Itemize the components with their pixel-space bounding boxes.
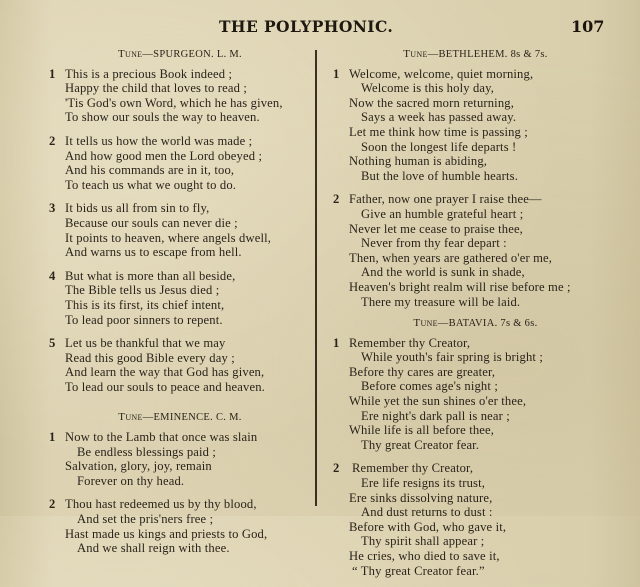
tune-name-meter: —EMINENCE. C. M. [142, 412, 242, 424]
verse-line: Salvation, glory, joy, remain [65, 459, 212, 474]
verse-line: Because our souls can never die ; [65, 215, 238, 230]
stanza-number: 2 [49, 497, 56, 512]
verse-line: This is its first, its chief intent, [65, 297, 225, 312]
hymn-eminence [49, 410, 311, 555]
verse-line: Ere sinks dissolving nature, [349, 490, 493, 505]
tune-heading [49, 47, 311, 63]
stanza [49, 201, 311, 259]
verse-line: Nothing human is abiding, [349, 154, 488, 169]
verse-line: Thy spirit shall appear ; [361, 534, 485, 549]
stanza-number: 2 [49, 133, 56, 148]
stanza [49, 430, 311, 488]
verse-line: Let me think how time is passing ; [349, 124, 528, 139]
running-title: THE POLYPHONIC. [219, 17, 394, 36]
verse-line: To show our souls the way to heaven. [65, 110, 260, 125]
verse-line: Remember thy Creator, [349, 335, 471, 350]
verse-line: Welcome, welcome, quiet morning, [349, 66, 534, 81]
tune-heading [333, 316, 618, 332]
verse-line: Give an humble grateful heart ; [361, 206, 524, 221]
verse-line: Father, now one prayer I raise thee— [349, 192, 542, 207]
stanza [49, 67, 311, 125]
verse-line: Thou hast redeemed us by thy blood, [65, 497, 257, 512]
verse-line: Welcome is this holy day, [361, 81, 495, 96]
verse-line: “ Thy great Creator fear.” [352, 563, 485, 578]
stanza-number: 2 [333, 192, 340, 207]
stanza-number: 1 [49, 430, 56, 445]
stanza-number: 3 [49, 201, 56, 216]
verse-line: Ere night's dark pall is near ; [361, 408, 510, 423]
verse-line: Before with God, who gave it, [349, 519, 507, 534]
hymn-batavia [333, 316, 618, 578]
verse-line: Before comes age's night ; [361, 379, 498, 394]
stanza [333, 67, 618, 184]
left-column [49, 47, 311, 565]
verse-line: There my treasure will be laid. [361, 294, 521, 309]
column-divider-rule [315, 50, 317, 506]
stanza-number: 5 [49, 336, 56, 351]
verse-line: Be endless blessings paid ; [77, 444, 217, 459]
verse-line: And how good men the Lord obeyed ; [65, 148, 263, 163]
tune-name-meter: —SPURGEON. L. M. [142, 49, 242, 60]
stanza [333, 192, 618, 309]
verse-line: This is a precious Book indeed ; [65, 66, 233, 81]
stanza [49, 134, 311, 192]
verse-line: And warns us to escape from hell. [65, 245, 242, 260]
stanza [333, 461, 618, 578]
page-number: 107 [571, 17, 605, 36]
verse-line: Never from thy fear depart : [361, 236, 507, 251]
verse-line: It points to heaven, where angels dwell, [65, 230, 272, 245]
verse-line: Says a week has passed away. [361, 110, 517, 125]
tune-name-meter: —BATAVIA. 7s & 6s. [437, 318, 538, 330]
tune-heading [49, 410, 311, 426]
verse-line: Soon the longest life departs ! [361, 139, 517, 154]
verse-line: But what is more than all beside, [65, 268, 236, 283]
verse-line: While youth's fair spring is bright ; [361, 350, 544, 365]
verse-line: But the love of humble hearts. [361, 168, 518, 183]
verse-line: Now the sacred morn returning, [349, 95, 515, 110]
verse-line: It tells us how the world was made ; [65, 133, 253, 148]
verse-line: Remember thy Creator, [352, 461, 474, 476]
stanza [49, 336, 311, 394]
verse-line: While yet the sun shines o'er thee, [349, 394, 527, 409]
verse-line: 'Tis God's own Word, which he has given, [65, 95, 283, 110]
stanza-number: 1 [333, 66, 340, 81]
verse-line: To lead our souls to peace and heaven. [65, 379, 265, 394]
verse-line: Never let me cease to praise thee, [349, 221, 523, 236]
verse-line: While life is all before thee, [349, 423, 495, 438]
stanza [49, 497, 311, 555]
verse-line: Thy great Creator fear. [361, 437, 480, 452]
verse-line: Read this good Bible every day ; [65, 350, 235, 365]
verse-line: The Bible tells us Jesus died ; [65, 283, 220, 298]
tune-label: Tune [403, 48, 428, 60]
stanza-number: 2 [333, 461, 340, 476]
verse-line: And we shall reign with thee. [77, 541, 230, 556]
tune-label: Tune [413, 317, 438, 330]
stanza [49, 269, 311, 327]
stanza-number: 1 [333, 335, 340, 350]
verse-line: And his commands are in it, too, [65, 163, 235, 178]
tune-heading [333, 47, 618, 63]
stanza-number: 4 [49, 268, 56, 283]
right-column [333, 47, 618, 587]
running-head [0, 17, 640, 39]
verse-line: To teach us what we ought to do. [65, 177, 237, 192]
tune-name-meter: —BETHLEHEM. 8s & 7s. [427, 49, 548, 60]
verse-line: And learn the way that God has given, [65, 365, 265, 380]
verse-line: Let us be thankful that we may [65, 336, 226, 351]
verse-line: Now to the Lamb that once was slain [65, 430, 258, 445]
hymn-bethlehem [333, 47, 618, 309]
verse-line: Hast made us kings and priests to God, [65, 526, 268, 541]
verse-line: To lead poor sinners to repent. [65, 312, 223, 327]
verse-line: And dust returns to dust : [361, 505, 493, 520]
verse-line: It bids us all from sin to fly, [65, 201, 210, 216]
verse-line: Ere life resigns its trust, [361, 476, 486, 491]
verse-line: Before thy cares are greater, [349, 364, 496, 379]
verse-line: And the world is sunk in shade, [361, 265, 525, 280]
tune-label: Tune [118, 411, 143, 424]
verse-line: And set the pris'ners free ; [77, 512, 214, 527]
verse-line: Then, when years are gathered o'er me, [349, 250, 553, 265]
tune-label: Tune [118, 48, 143, 60]
verse-line: Happy the child that loves to read ; [65, 81, 248, 96]
hymn-spurgeon [49, 47, 311, 394]
verse-line: Forever on thy head. [77, 473, 185, 488]
stanza-number: 1 [49, 66, 56, 81]
stanza [333, 336, 618, 453]
verse-line: Heaven's bright realm will rise before me ; [349, 279, 571, 294]
verse-line: He cries, who died to save it, [349, 549, 500, 563]
